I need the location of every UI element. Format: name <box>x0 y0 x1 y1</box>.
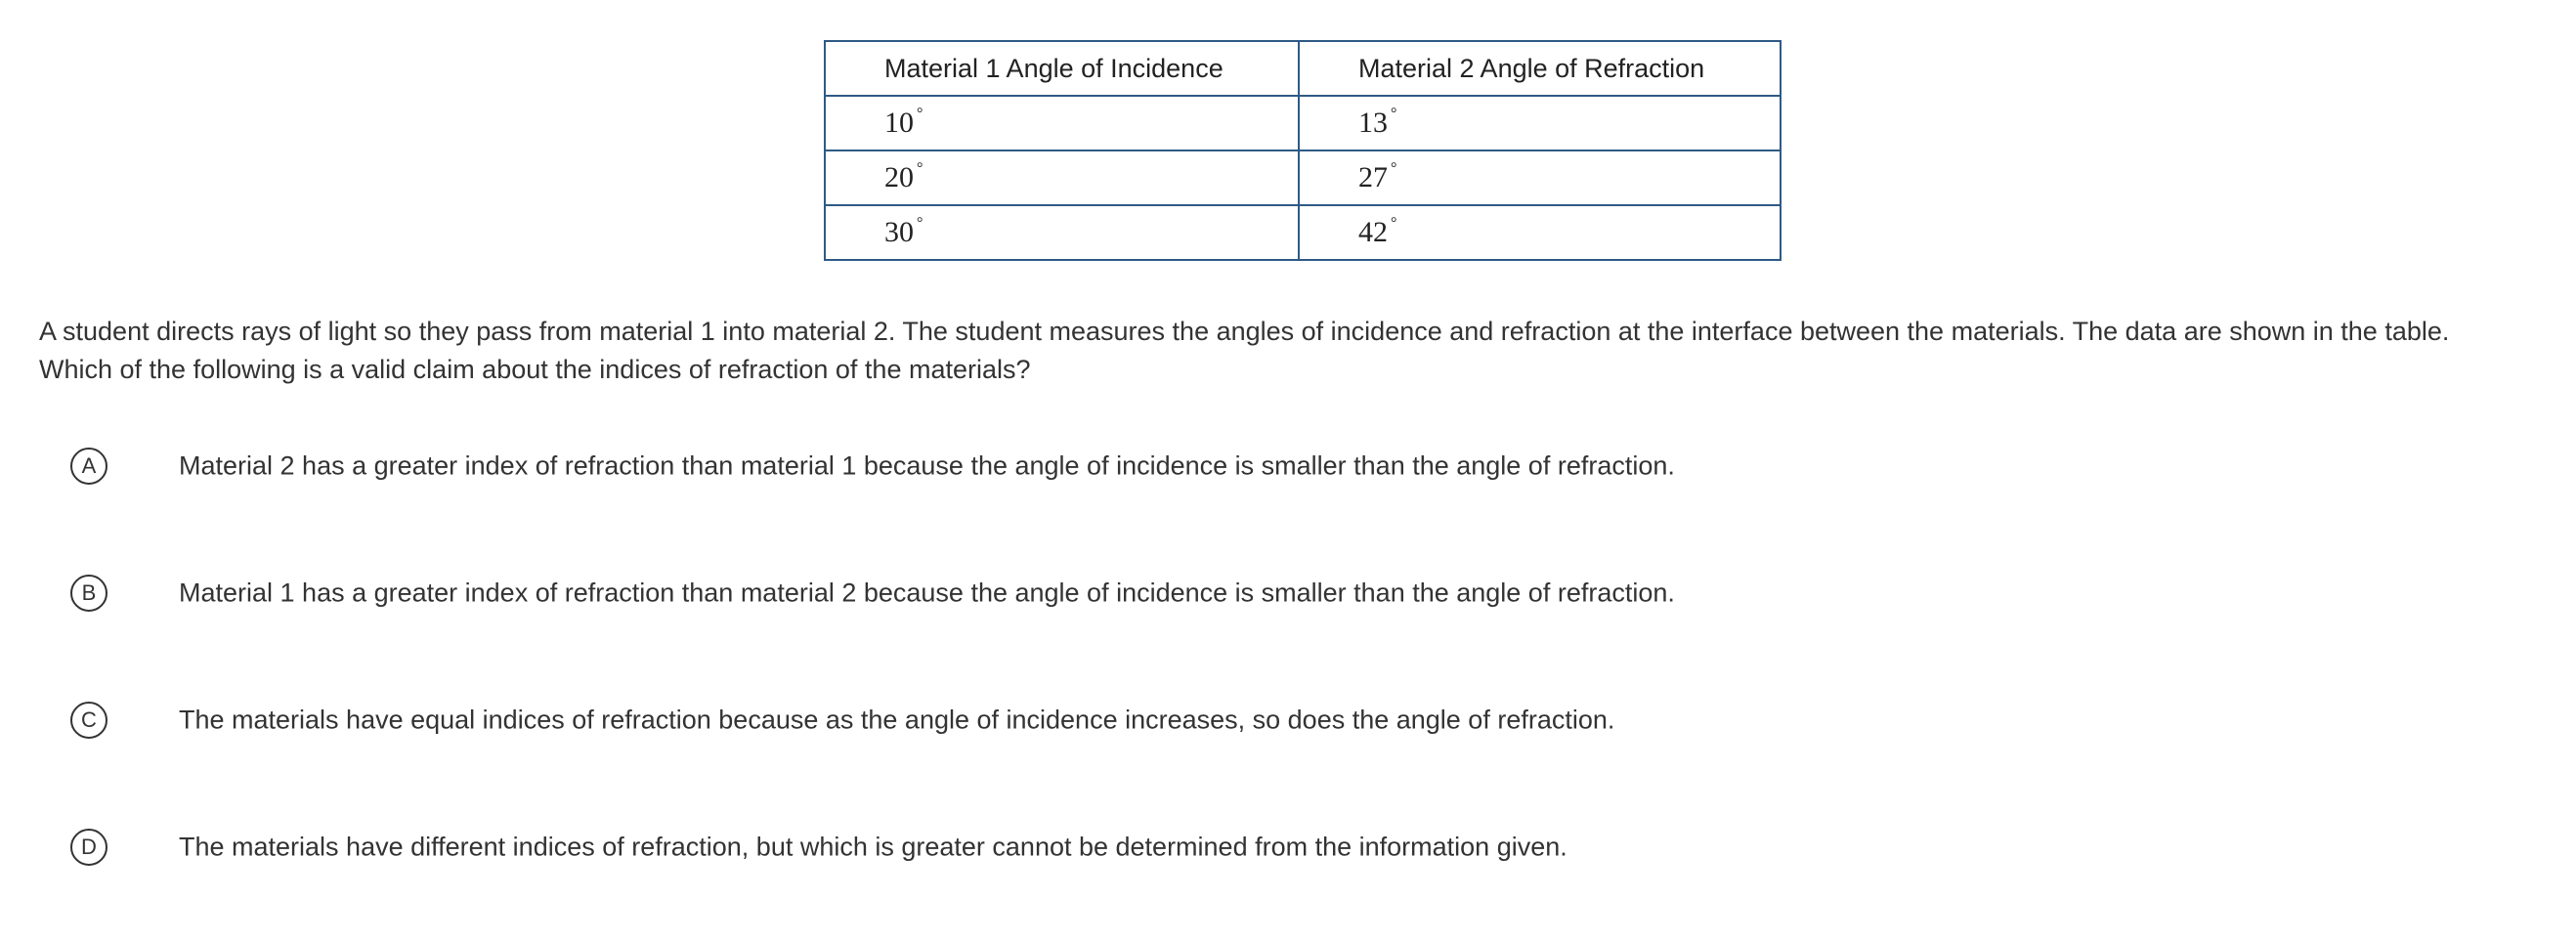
degree-symbol: ° <box>917 215 923 232</box>
choice-radio-b[interactable]: B <box>70 575 107 612</box>
degree-symbol: ° <box>1391 106 1397 122</box>
data-table <box>824 40 1782 261</box>
cell-value: 27 <box>1358 161 1388 193</box>
cell-value: 20 <box>884 161 914 193</box>
cell-refraction <box>1299 150 1781 205</box>
table-header-row <box>825 41 1781 96</box>
cell-incidence <box>825 150 1299 205</box>
cell-value: 30 <box>884 216 914 248</box>
degree-symbol: ° <box>917 106 923 122</box>
choice-text-b[interactable]: Material 1 has a greater index of refraction than material 2 because the angle of incidence is smaller than the angle of refraction. <box>179 578 1675 608</box>
cell-incidence <box>825 205 1299 260</box>
question-text-line-1: A student directs rays of light so they pass from material 1 into material 2. The student measures the angles of incidence and refraction at the interface between the materials. The data are shown in the table. <box>39 317 2450 346</box>
answer-choice-d[interactable] <box>70 827 1567 868</box>
choice-text-d[interactable]: The materials have different indices of refraction, but which is greater cannot be determined from the information given. <box>179 832 1567 862</box>
cell-refraction <box>1299 96 1781 150</box>
choice-radio-c[interactable]: C <box>70 702 107 739</box>
answer-choice-a[interactable] <box>70 446 1675 487</box>
cell-incidence <box>825 96 1299 150</box>
degree-symbol: ° <box>917 160 923 177</box>
choice-text-c[interactable]: The materials have equal indices of refraction because as the angle of incidence increases, so does the angle of refraction. <box>179 705 1615 735</box>
cell-value: 13 <box>1358 107 1388 139</box>
answer-choice-c[interactable] <box>70 700 1615 741</box>
question-text-line-2: Which of the following is a valid claim about the indices of refraction of the materials? <box>39 355 1031 384</box>
table-row <box>825 150 1781 205</box>
choice-radio-a[interactable]: A <box>70 448 107 485</box>
table-row <box>825 96 1781 150</box>
header-incidence: Material 1 Angle of Incidence <box>825 41 1299 96</box>
cell-value: 42 <box>1358 216 1388 248</box>
cell-refraction <box>1299 205 1781 260</box>
table-row <box>825 205 1781 260</box>
choice-text-a[interactable]: Material 2 has a greater index of refraction than material 1 because the angle of incidence is smaller than the angle of refraction. <box>179 450 1675 481</box>
answer-choice-b[interactable] <box>70 573 1675 614</box>
degree-symbol: ° <box>1391 160 1397 177</box>
cell-value: 10 <box>884 107 914 139</box>
header-refraction: Material 2 Angle of Refraction <box>1299 41 1781 96</box>
question-stem <box>39 313 2570 389</box>
degree-symbol: ° <box>1391 215 1397 232</box>
choice-radio-d[interactable]: D <box>70 829 107 866</box>
